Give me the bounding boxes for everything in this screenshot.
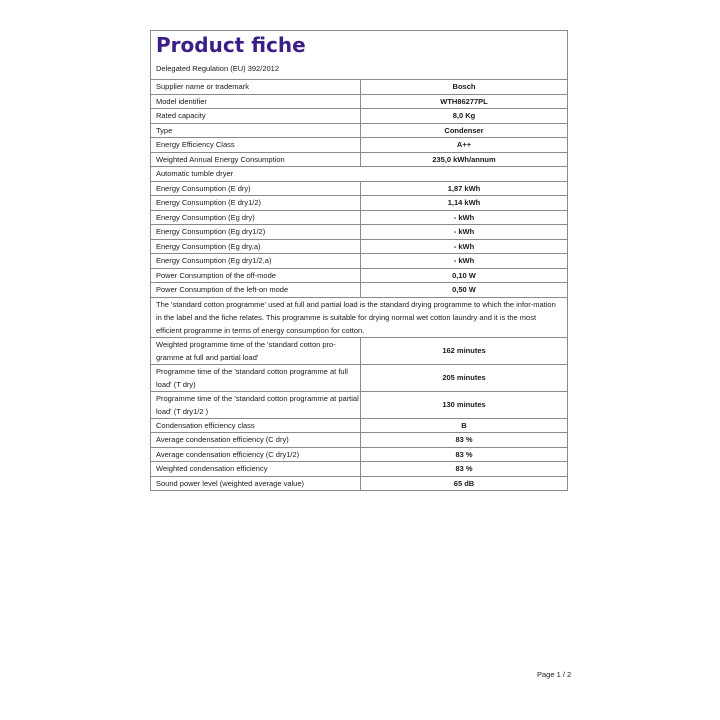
row-value: 0,10 W xyxy=(361,268,568,283)
row-label: Programme time of the 'standard cotton programme at full load' (T dry) xyxy=(151,364,361,391)
note-row xyxy=(151,297,567,337)
row-label: Energy Efficiency Class xyxy=(151,138,361,153)
row-value: - kWh xyxy=(361,210,568,225)
row-label: Power Consumption of the off-mode xyxy=(151,268,361,283)
table-row xyxy=(151,337,567,364)
section-row xyxy=(151,167,567,182)
product-fiche xyxy=(150,30,568,491)
row-label: Sound power level (weighted average value) xyxy=(151,476,361,490)
row-value: Bosch xyxy=(361,80,568,94)
row-value: 162 minutes xyxy=(361,337,568,364)
table-row xyxy=(151,123,567,138)
table-row xyxy=(151,364,567,391)
table-row xyxy=(151,447,567,462)
table-row xyxy=(151,391,567,418)
table-row xyxy=(151,152,567,167)
table-row xyxy=(151,138,567,153)
row-value: WTH86277PL xyxy=(361,94,568,109)
row-label: Condensation efficiency class xyxy=(151,418,361,433)
row-label: Energy Consumption (Eg dry) xyxy=(151,210,361,225)
row-label: Average condensation efficiency (C dry) xyxy=(151,433,361,448)
regulation-reference: Delegated Regulation (EU) 392/2012 xyxy=(156,64,279,73)
table-row xyxy=(151,283,567,298)
page-number: Page 1 / 2 xyxy=(537,670,572,679)
row-label: Weighted condensation efficiency xyxy=(151,462,361,477)
row-value: B xyxy=(361,418,568,433)
row-value: 205 minutes xyxy=(361,364,568,391)
row-value: 65 dB xyxy=(361,476,568,490)
table-row xyxy=(151,462,567,477)
table-row xyxy=(151,268,567,283)
table-row xyxy=(151,476,567,490)
row-label: Programme time of the 'standard cotton programme at partial load' (T dry1/2 ) xyxy=(151,391,361,418)
fiche-header xyxy=(151,31,567,80)
row-value: 83 % xyxy=(361,433,568,448)
row-label: Model identifier xyxy=(151,94,361,109)
table-row xyxy=(151,94,567,109)
row-value: 130 minutes xyxy=(361,391,568,418)
row-label: Energy Consumption (E dry) xyxy=(151,181,361,196)
row-label: Type xyxy=(151,123,361,138)
row-value: 83 % xyxy=(361,462,568,477)
table-row xyxy=(151,418,567,433)
row-value: 1,87 kWh xyxy=(361,181,568,196)
table-row xyxy=(151,210,567,225)
section-heading: Automatic tumble dryer xyxy=(151,167,567,182)
table-row xyxy=(151,196,567,211)
table-row xyxy=(151,225,567,240)
row-label: Weighted Annual Energy Consumption xyxy=(151,152,361,167)
table-row xyxy=(151,254,567,269)
row-label: Average condensation efficiency (C dry1/2) xyxy=(151,447,361,462)
row-label: Energy Consumption (Eg dry,a) xyxy=(151,239,361,254)
table-row xyxy=(151,181,567,196)
row-label: Energy Consumption (E dry1/2) xyxy=(151,196,361,211)
row-value: 0,50 W xyxy=(361,283,568,298)
table-row xyxy=(151,433,567,448)
row-label: Rated capacity xyxy=(151,109,361,124)
table-row xyxy=(151,80,567,94)
row-value: Condenser xyxy=(361,123,568,138)
table-row xyxy=(151,109,567,124)
row-value: 235,0 kWh/annum xyxy=(361,152,568,167)
row-label: Weighted programme time of the 'standard cotton pro-gramme at full and partial load' xyxy=(151,337,361,364)
row-value: - kWh xyxy=(361,225,568,240)
row-value: 1,14 kWh xyxy=(361,196,568,211)
row-value: A++ xyxy=(361,138,568,153)
row-label: Energy Consumption (Eg dry1/2,a) xyxy=(151,254,361,269)
row-value: - kWh xyxy=(361,254,568,269)
row-label: Supplier name or trademark xyxy=(156,82,249,92)
fiche-table xyxy=(151,80,567,490)
row-value: 8,0 Kg xyxy=(361,109,568,124)
row-value: 83 % xyxy=(361,447,568,462)
row-label: Energy Consumption (Eg dry1/2) xyxy=(151,225,361,240)
table-row xyxy=(151,239,567,254)
row-label: Power Consumption of the left-on mode xyxy=(151,283,361,298)
page-title: Product fiche xyxy=(156,33,306,57)
row-value: - kWh xyxy=(361,239,568,254)
programme-note: The 'standard cotton programme' used at full and partial load is the standard drying programme to which the infor-mation in the label and the fiche relates. This programme is suitable for drying normal wet cotton laundry and it is the most efficient programme in terms of energy consumption for cotton. xyxy=(151,297,567,337)
